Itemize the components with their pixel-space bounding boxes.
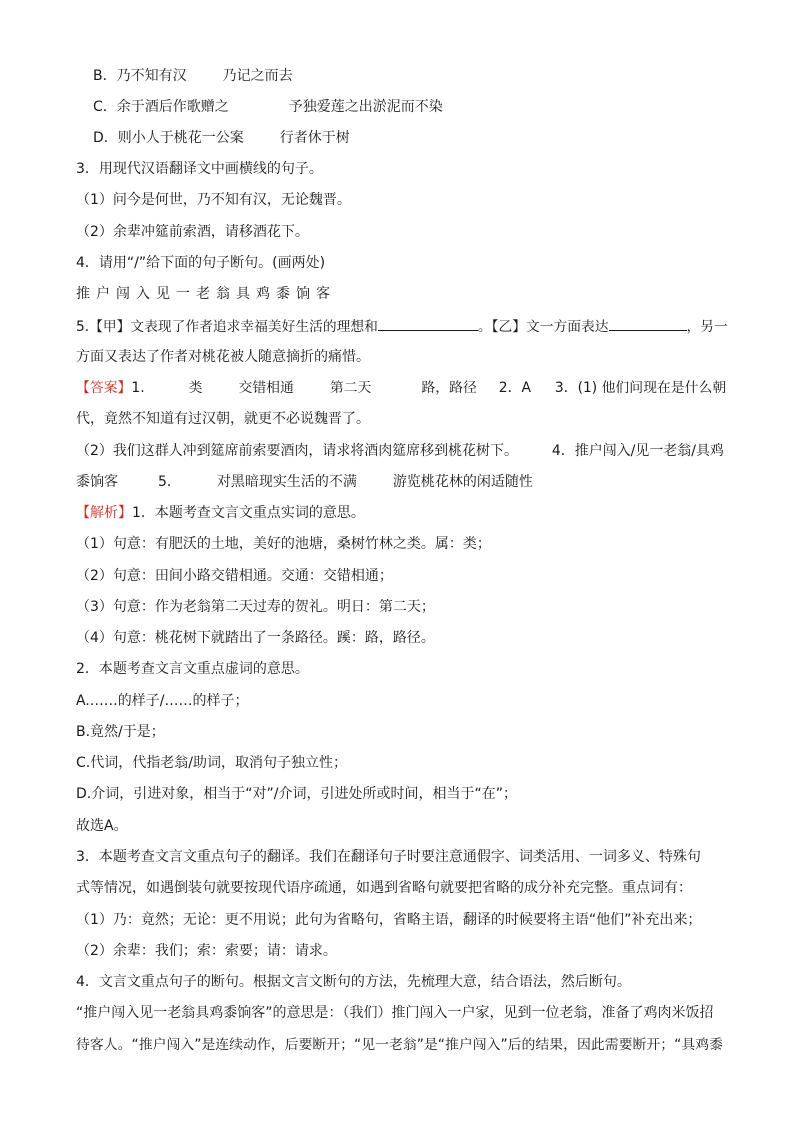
analysis-line-17: “推户闯入见一老翁具鸡黍饷客”的意思是：（我们）推门闯入一户家，见到一位老翁，准备了鸡肉米饭招	[76, 1005, 714, 1021]
question-3-item-2: （2）余辈冲筵前索酒，请移酒花下。	[76, 224, 309, 240]
option-b: B．乃不知有汉 乃记之而去	[93, 68, 293, 84]
analysis-line-12: 3．本题考查文言文重点句子的翻译。我们在翻译句子时要注意通假字、词类活用、一词多义、特殊句	[76, 849, 701, 865]
analysis-line-7: A.……的样子/……的样子；	[76, 693, 249, 709]
analysis-line-15: （2）余辈：我们；索：索要；请：请求。	[76, 943, 337, 959]
analysis-line-9: C.代词，代指老翁/助词，取消句子独立性；	[76, 755, 347, 771]
answer-line-4: 黍饷客 5． 对黑暗现实生活的不满 游览桃花林的闲适随性	[76, 474, 533, 490]
analysis-line-3: （2）句意：田间小路交错相通。交通：交错相通；	[76, 568, 393, 584]
analysis-tag: 【解析】	[76, 505, 132, 521]
question-4-sentence: 推户闯入见一老翁具鸡黍饷客	[76, 286, 336, 302]
answer-tag: 【答案】	[76, 380, 132, 396]
question-3: 3．用现代汉语翻译文中画横线的句子。	[76, 161, 323, 177]
question-4: 4．请用“/”给下面的句子断句。(画两处)	[76, 255, 326, 271]
analysis-line-8: B.竟然/于是；	[76, 724, 165, 740]
question-5: 5.【甲】文表现了作者追求幸福美好生活的理想和 。【乙】文一方面表达 ，另一	[76, 316, 728, 336]
answer-line-1: 【答案】1. 类 交错相通 第二天 路，路径 2．A 3．(1) 他们问现在是什么朝	[76, 380, 727, 396]
question-5-cont: 方面又表达了作者对桃花被人随意摘折的痛惜。	[76, 349, 370, 365]
analysis-line-4: （3）句意：作为老翁第二天过寿的贺礼。明日：第二天；	[76, 599, 435, 615]
analysis-line-2: （1）句意：有肥沃的土地，美好的池塘，桑树竹林之类。属：类；	[76, 536, 491, 552]
option-d: D．则小人于桃花一公案 行者休于树	[93, 130, 350, 146]
analysis-line-1: 【解析】1．本题考查文言文重点实词的意思。	[76, 505, 365, 521]
answer-line-2: 代，竟然不知道有过汉朝，就更不必说魏晋了。	[76, 411, 370, 427]
analysis-line-11: 故选A。	[76, 818, 128, 834]
analysis-line-5: （4）句意：桃花树下就踏出了一条路径。蹊：路，路径。	[76, 630, 435, 646]
option-c: C．余于酒后作歌赠之 予独爱莲之出淤泥而不染	[93, 99, 443, 115]
analysis-line-18: 待客人。“推户闯入”是连续动作，后要断开；“见一老翁”是“推户闯入”后的结果，因此需要断开；“具鸡黍	[76, 1037, 723, 1053]
question-3-item-1: （1）问今是何世，乃不知有汉，无论魏晋。	[76, 192, 351, 208]
analysis-line-13: 式等情况，如遇倒装句就要按现代语序疏通，如遇到省略句就要把省略的成分补充完整。重点词有：	[76, 880, 692, 896]
analysis-line-6: 2．本题考查文言文重点虚词的意思。	[76, 661, 309, 677]
answer-line-3: （2）我们这群人冲到筵席前索要酒肉，请求将酒肉筵席移到桃花树下。 4．推户闯入/见一老翁/具鸡	[76, 443, 724, 459]
analysis-line-14: （1）乃：竟然；无论：更不用说；此句为省略句，省略主语，翻译的时候要将主语“他们”补充出来；	[76, 912, 702, 928]
analysis-line-10: D.介词，引进对象，相当于“对”/介词，引进处所或时间，相当于“在”；	[76, 786, 517, 802]
answer-blank-2	[609, 316, 687, 331]
analysis-line-16: 4．文言文重点句子的断句。根据文言文断句的方法，先梳理大意，结合语法，然后断句。	[76, 974, 631, 990]
answer-blank-1	[378, 316, 478, 331]
